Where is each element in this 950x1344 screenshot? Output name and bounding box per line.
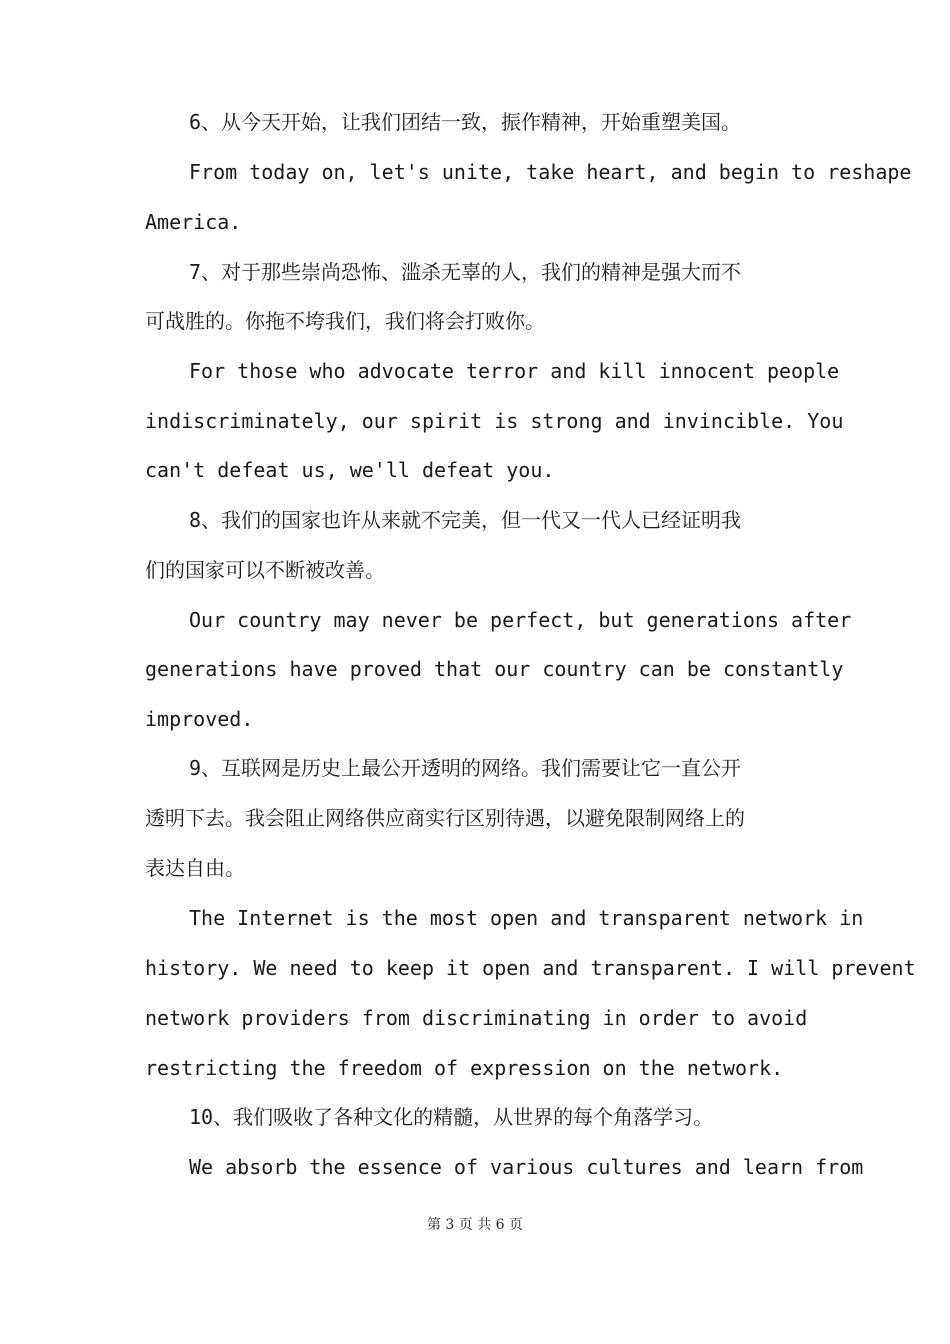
page-number-footer: 第 3 页 共 6 页: [426, 1217, 524, 1233]
text-line: improved.: [145, 707, 254, 731]
text-line: history. We need to keep it open and transparent. I will prevent: [145, 956, 916, 980]
text-line: 可战胜的。你拖不垮我们，我们将会打败你。: [145, 309, 545, 333]
text-line: indiscriminately, our spirit is strong and invincible. You: [145, 409, 844, 433]
text-line: We absorb the essence of various cultures and learn from: [189, 1155, 864, 1179]
text-line: 7、对于那些崇尚恐怖、滥杀无辜的人，我们的精神是强大而不: [189, 260, 742, 284]
text-line: 9、互联网是历史上最公开透明的网络。我们需要让它一直公开: [189, 756, 742, 780]
text-line: 10、我们吸收了各种文化的精髓，从世界的每个角落学习。: [189, 1105, 714, 1129]
text-line: America.: [145, 210, 242, 234]
text-line: can't defeat us, we'll defeat you.: [145, 458, 555, 482]
text-line: From today on, let's unite, take heart, and begin to reshape: [189, 160, 912, 184]
text-line: Our country may never be perfect, but generations after: [189, 608, 852, 632]
text-line: 们的国家可以不断被改善。: [145, 558, 385, 582]
text-line: For those who advocate terror and kill innocent people: [189, 359, 840, 383]
text-line: generations have proved that our country can be constantly: [145, 657, 844, 681]
text-line: 8、我们的国家也许从来就不完美，但一代又一代人已经证明我: [189, 508, 742, 532]
text-line: The Internet is the most open and transparent network in: [189, 906, 864, 930]
text-line: 6、从今天开始，让我们团结一致，振作精神，开始重塑美国。: [189, 110, 742, 134]
text-line: 透明下去。我会阻止网络供应商实行区别待遇，以避免限制网络上的: [145, 806, 745, 830]
text-line: 表达自由。: [145, 856, 245, 880]
text-line: restricting the freedom of expression on the network.: [145, 1056, 784, 1080]
text-line: network providers from discriminating in order to avoid: [145, 1006, 808, 1030]
